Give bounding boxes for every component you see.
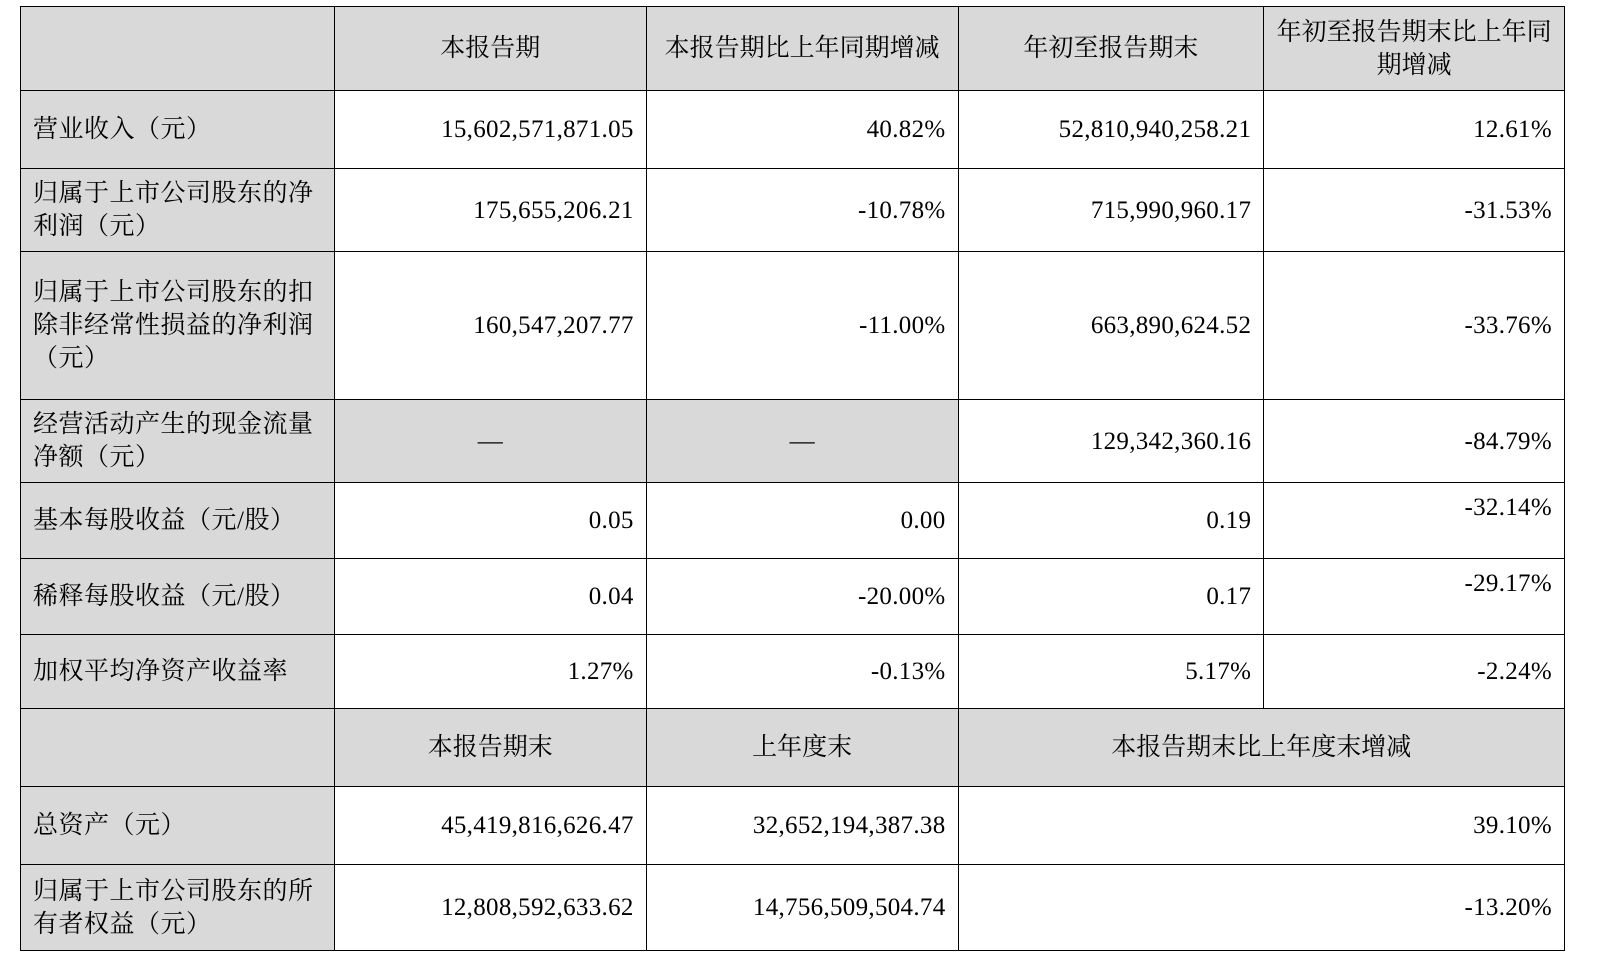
row-label-net-profit: 归属于上市公司股东的净利润（元） xyxy=(21,169,335,252)
cell-diluted-eps-ytd-yoy: -29.17% xyxy=(1264,559,1565,635)
header-cell-current-period-yoy: 本报告期比上年同期增减 xyxy=(646,7,958,91)
cell-net-profit-ytd-yoy: -31.53% xyxy=(1264,169,1565,252)
cell-weighted-roe-current: 1.27% xyxy=(334,635,646,709)
cell-diluted-eps-current-yoy: -20.00% xyxy=(646,559,958,635)
header-cell-empty xyxy=(21,7,335,91)
cell-net-profit-deducted-ytd-yoy: -33.76% xyxy=(1264,252,1565,400)
table-header-row-top xyxy=(21,7,1565,91)
cell-revenue-current-yoy: 40.82% xyxy=(646,91,958,169)
cell-basic-eps-ytd: 0.19 xyxy=(958,483,1264,559)
cell-equity-last-year-end: 14,756,509,504.74 xyxy=(646,865,958,951)
cell-diluted-eps-current: 0.04 xyxy=(334,559,646,635)
cell-operating-cashflow-ytd-yoy: -84.79% xyxy=(1264,400,1565,483)
table-row xyxy=(21,400,1565,483)
cell-basic-eps-ytd-yoy: -32.14% xyxy=(1264,483,1565,559)
table-row xyxy=(21,865,1565,951)
cell-weighted-roe-ytd: 5.17% xyxy=(958,635,1264,709)
cell-net-profit-current: 175,655,206.21 xyxy=(334,169,646,252)
cell-net-profit-current-yoy: -10.78% xyxy=(646,169,958,252)
header-cell-empty-bottom xyxy=(21,709,335,787)
cell-total-assets-period-end: 45,419,816,626.47 xyxy=(334,787,646,865)
header-cell-ytd: 年初至报告期末 xyxy=(958,7,1264,91)
header-cell-current-period: 本报告期 xyxy=(334,7,646,91)
cell-net-profit-deducted-current: 160,547,207.77 xyxy=(334,252,646,400)
row-label-revenue: 营业收入（元） xyxy=(21,91,335,169)
table-header-row-bottom xyxy=(21,709,1565,787)
cell-revenue-current: 15,602,571,871.05 xyxy=(334,91,646,169)
cell-net-profit-deducted-current-yoy: -11.00% xyxy=(646,252,958,400)
row-label-total-assets: 总资产（元） xyxy=(21,787,335,865)
cell-weighted-roe-ytd-yoy: -2.24% xyxy=(1264,635,1565,709)
cell-equity-period-end: 12,808,592,633.62 xyxy=(334,865,646,951)
table-row xyxy=(21,559,1565,635)
header-cell-period-end-change: 本报告期末比上年度末增减 xyxy=(958,709,1564,787)
cell-weighted-roe-current-yoy: -0.13% xyxy=(646,635,958,709)
table-row xyxy=(21,169,1565,252)
cell-basic-eps-current-yoy: 0.00 xyxy=(646,483,958,559)
row-label-operating-cashflow: 经营活动产生的现金流量净额（元） xyxy=(21,400,335,483)
cell-equity-change: -13.20% xyxy=(958,865,1564,951)
row-label-weighted-roe: 加权平均净资产收益率 xyxy=(21,635,335,709)
cell-total-assets-last-year-end: 32,652,194,387.38 xyxy=(646,787,958,865)
table-row xyxy=(21,91,1565,169)
financial-summary-table xyxy=(20,6,1565,951)
cell-basic-eps-current: 0.05 xyxy=(334,483,646,559)
cell-operating-cashflow-current-yoy: — xyxy=(646,400,958,483)
cell-net-profit-deducted-ytd: 663,890,624.52 xyxy=(958,252,1264,400)
table-row xyxy=(21,252,1565,400)
table-row xyxy=(21,787,1565,865)
cell-revenue-ytd: 52,810,940,258.21 xyxy=(958,91,1264,169)
header-cell-period-end: 本报告期末 xyxy=(334,709,646,787)
cell-net-profit-ytd: 715,990,960.17 xyxy=(958,169,1264,252)
table-row xyxy=(21,483,1565,559)
cell-total-assets-change: 39.10% xyxy=(958,787,1564,865)
header-cell-last-year-end: 上年度末 xyxy=(646,709,958,787)
cell-revenue-ytd-yoy: 12.61% xyxy=(1264,91,1565,169)
row-label-net-profit-deducted: 归属于上市公司股东的扣除非经常性损益的净利润（元） xyxy=(21,252,335,400)
cell-operating-cashflow-ytd: 129,342,360.16 xyxy=(958,400,1264,483)
cell-operating-cashflow-current: — xyxy=(334,400,646,483)
table-row xyxy=(21,635,1565,709)
row-label-basic-eps: 基本每股收益（元/股） xyxy=(21,483,335,559)
row-label-diluted-eps: 稀释每股收益（元/股） xyxy=(21,559,335,635)
row-label-equity: 归属于上市公司股东的所有者权益（元） xyxy=(21,865,335,951)
financial-summary-sheet xyxy=(0,6,1601,979)
header-cell-ytd-yoy: 年初至报告期末比上年同期增减 xyxy=(1264,7,1565,91)
cell-diluted-eps-ytd: 0.17 xyxy=(958,559,1264,635)
